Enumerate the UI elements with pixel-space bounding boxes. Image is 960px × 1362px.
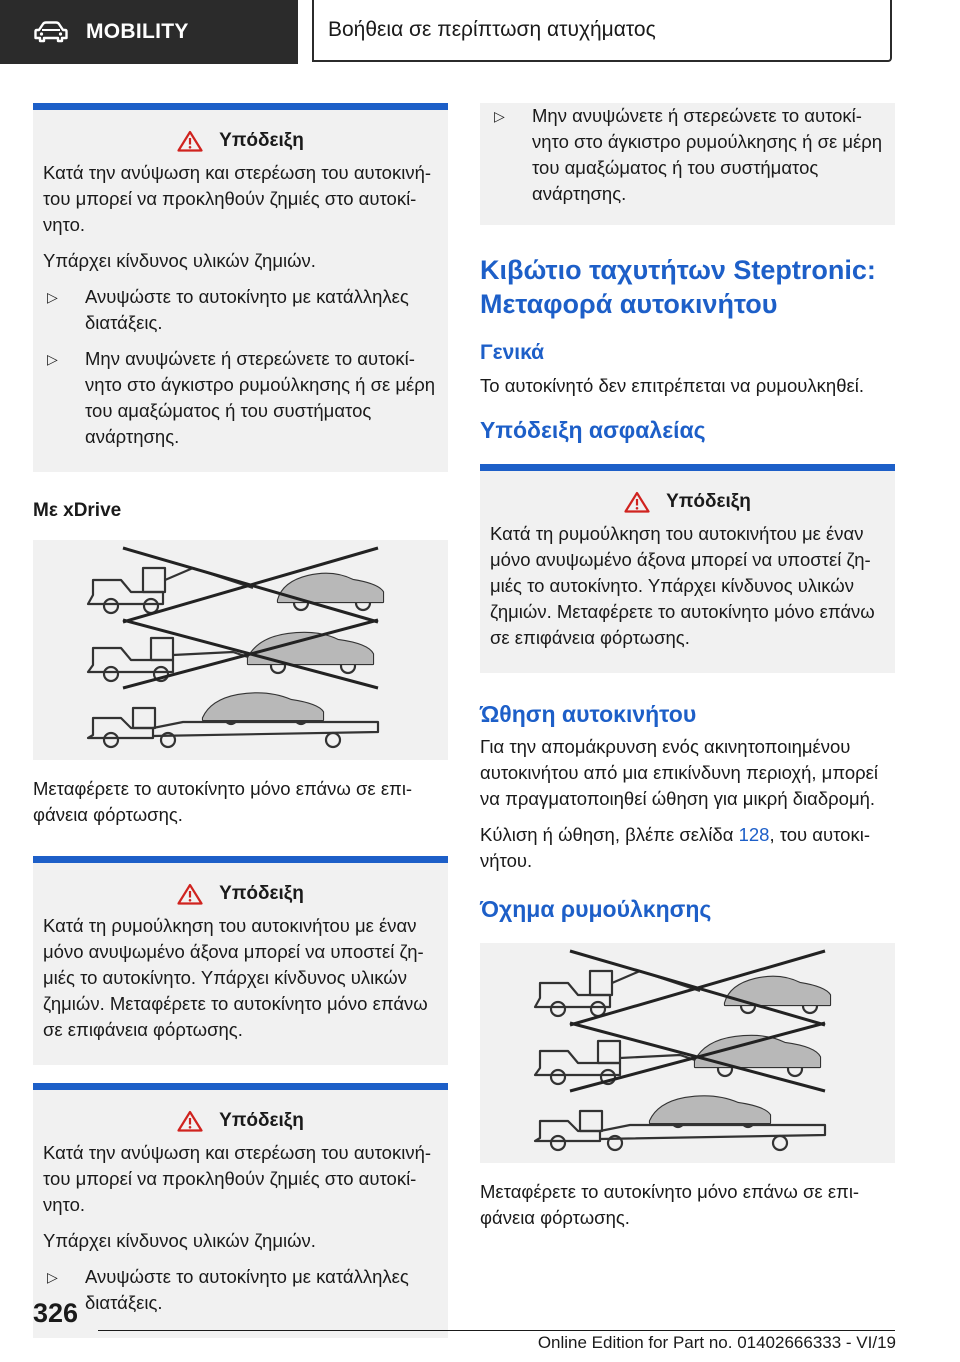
list-item: ▷ Ανυψώστε το αυτοκίνητο με κατάλληλες διατάξεις. xyxy=(43,284,438,336)
header-chapter xyxy=(312,0,892,62)
page-number: 326 xyxy=(33,1298,79,1328)
car-icon xyxy=(34,21,68,43)
figure-caption: Μεταφέρετε το αυτοκίνητο μόνο επάνω σε επι-φάνεια φόρτωσης. xyxy=(33,778,413,825)
push-reference: Κύλιση ή ώθηση, βλέπε σελίδα 128, του αυτοκι-νήτου. xyxy=(480,824,870,871)
warning-triangle-icon xyxy=(177,130,203,152)
warning-text: Κατά τη ρυμούλκηση του αυτοκινήτου με έναν μόνο ανυψωμένο άξονα μπορεί να υποστεί ζη-μιές το αυτοκίνητο. Υπάρχει κίνδυνος υλικών ζημιών. Μεταφέρετε το αυτοκίνητο μόνο επάνω σε επιφάνεια φόρτωσης. xyxy=(43,915,428,1040)
warning-title: Υπόδειξη xyxy=(490,491,885,513)
warning-text: Κατά την ανύψωση και στερέωση του αυτοκινή-του μπορεί να προκληθούν ζημιές στο αυτοκί-νητο. xyxy=(43,1142,432,1215)
footer-divider xyxy=(98,1330,895,1331)
subsection-push: Ώθηση αυτοκινήτου xyxy=(480,701,697,727)
subheading: Με xDrive xyxy=(33,500,122,521)
warning-text: Κατά τη ρυμούλκηση του αυτοκινήτου με έναν μόνο ανυψωμένο άξονα μπορεί να υποστεί ζη-μιές το αυτοκίνητο. Υπάρχει κίνδυνος υλικών ζημιών. Μεταφέρετε το αυτοκίνητο μόνο επάνω σε επιφάνεια φόρτωσης. xyxy=(490,523,875,648)
push-text: Για την απομάκρυνση ενός ακινητοποιημένου αυτοκινήτου από μια επικίνδυνη περιοχή, μπορεί να πραγματοποιηθεί ώθηση για μικρή διαδρομή. xyxy=(480,736,879,809)
tow-truck-illustration xyxy=(480,943,895,1163)
brand-label: MOBILITY xyxy=(86,20,189,43)
warning-text: Κατά την ανύψωση και στερέωση του αυτοκινή-του μπορεί να προκληθούν ζημιές στο αυτοκί-νητο. xyxy=(43,162,432,235)
triangle-bullet-icon: ▷ xyxy=(47,351,58,367)
warning-text: Υπάρχει κίνδυνος υλικών ζημιών. xyxy=(43,1230,316,1251)
list-item: ▷ Ανυψώστε το αυτοκίνητο με κατάλληλες διατάξεις. xyxy=(43,1264,438,1316)
section-title: Κιβώτιο ταχυτήτων Steptronic: Μεταφορά αυτοκινήτου xyxy=(480,255,876,319)
right-column xyxy=(480,103,895,1241)
list-item: ▷ Μην ανυψώνετε ή στερεώνετε το αυτοκί-νητο στο άγκιστρο ρυμούλκησης ή σε μέρη του αμαξώματος ή του συστήματος ανάρτησης. xyxy=(490,103,885,207)
edition-note: Online Edition for Part no. 01402666333 - VI/19 xyxy=(537,1333,896,1352)
chapter-title: Βοήθεια σε περίπτωση ατυχήματος xyxy=(328,18,656,41)
triangle-bullet-icon: ▷ xyxy=(494,108,505,124)
list-item: ▷ Μην ανυψώνετε ή στερεώνετε το αυτοκί-νητο στο άγκιστρο ρυμούλκησης ή σε μέρη του αμαξώματος ή του συστήματος ανάρτησης. xyxy=(43,346,438,450)
warning-triangle-icon xyxy=(177,883,203,905)
figure-caption: Μεταφέρετε το αυτοκίνητο μόνο επάνω σε επι-φάνεια φόρτωσης. xyxy=(480,1181,860,1228)
tow-truck-illustration xyxy=(33,540,448,760)
warning-title: Υπόδειξη xyxy=(43,130,438,152)
warning-triangle-icon xyxy=(624,491,650,513)
warning-box xyxy=(480,464,895,673)
triangle-bullet-icon: ▷ xyxy=(47,289,58,305)
transport-illustration xyxy=(480,943,895,1163)
triangle-bullet-icon: ▷ xyxy=(47,1269,58,1285)
warning-box-continued xyxy=(480,103,895,225)
subsection-tow-vehicle: Όχημα ρυμούλκησης xyxy=(480,896,712,922)
warning-text: Υπάρχει κίνδυνος υλικών ζημιών. xyxy=(43,250,316,271)
transport-illustration xyxy=(33,540,448,760)
page-link[interactable]: 128 xyxy=(738,824,770,845)
warning-box xyxy=(33,1083,448,1338)
left-column xyxy=(33,103,448,1338)
warning-box xyxy=(33,856,448,1065)
warning-triangle-icon xyxy=(177,1110,203,1132)
subsection-safety: Υπόδειξη ασφαλείας xyxy=(480,417,706,443)
warning-box xyxy=(33,103,448,472)
warning-title: Υπόδειξη xyxy=(43,1110,438,1132)
warning-title: Υπόδειξη xyxy=(43,883,438,905)
header-brand xyxy=(0,0,298,64)
subsection-general: Γενικά xyxy=(480,341,545,364)
general-text: Το αυτοκίνητό δεν επιτρέπεται να ρυμουλκηθεί. xyxy=(480,375,864,396)
